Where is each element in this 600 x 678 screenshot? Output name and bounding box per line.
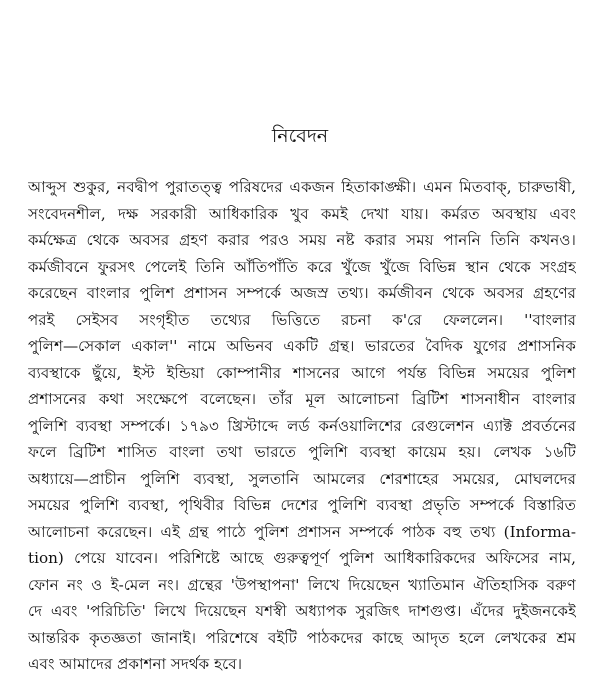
text-line: ব্যবস্থাকে ছুঁয়ে, ইস্ট ইন্ডিয়া কোম্পানীর শাসনের আগে পর্যন্ত বিভিন্ন সময়ের পুলিশ — [28, 363, 576, 382]
text-line: কর্মক্ষেত্র থেকে অবসর গ্রহণ করার পরও সময় নষ্ট করার সময় পাননি তিনি কখনও। — [28, 231, 576, 249]
text-line: tion) পেয়ে যাবেন। পরিশিষ্টে আছে গুরুত্বপূর্ণ পুলিশ আধিকারিকদের অফিসের নাম, — [28, 549, 576, 567]
text-line: এবং আমাদের প্রকাশনা সদর্থক হবে। — [28, 655, 243, 673]
text-line: আব্দুস শুকুর, নবদ্বীপ পুরাতত্ত্ব পরিষদের একজন হিতাকাঙ্ক্ষী। এমন মিতবাক্‌, চারুভাষী, — [28, 178, 576, 196]
text-line: করেছেন বাংলার পুলিশ প্রশাসন সম্পর্কে অজস্র তথ্য। কর্মজীবন থেকে অবসর গ্রহণের — [28, 284, 576, 302]
text-line: ফলে ব্রিটিশ শাসিত বাংলা তথা ভারতে পুলিশি ব্যবস্থা কায়েম হয়। লেখক ১৬টি — [28, 443, 576, 461]
text-line: পরই সেইসব সংগৃহীত তথ্যের ভিত্তিতে রচনা ক'রে ফেললেন। ''বাংলার — [28, 310, 576, 329]
body-paragraph — [28, 174, 576, 678]
text-line: দে এবং 'পরিচিতি' লিখে দিয়েছেন যশস্বী অধ্যাপক সুরজিৎ দাশগুপ্ত। এঁদের দুইজনকেই — [28, 602, 576, 620]
text-line: সংবেদনশীল, দক্ষ সরকারী আধিকারিক খুব কমই দেখা যায়। কর্মরত অবস্থায় এবং — [28, 204, 576, 223]
text-line: কর্মজীবনে ফুরসৎ পেলেই তিনি আঁতিপাঁতি করে খুঁজে খুঁজে বিভিন্ন স্থান থেকে সংগ্রহ — [28, 257, 576, 276]
text-line: সময়ের পুলিশি ব্যবস্থা, পৃথিবীর বিভিন্ন দেশের পুলিশি ব্যবস্থা প্রভৃতি সম্পর্কে বিস্তারিত — [28, 496, 576, 514]
text-line: পুলিশি ব্যবস্থা সম্পর্কে। ১৭৯৩ খ্রিস্টাব্দে লর্ড কর্নওয়ালিশের রেগুলেশন এ্যাক্ট প্রবর্তনের — [28, 416, 576, 435]
page-title: নিবেদন — [271, 125, 329, 147]
text-line: অধ্যায়ে—প্রাচীন পুলিশি ব্যবস্থা, সুলতানি আমলের শেরশাহের সময়ের, মোঘলদের — [28, 469, 576, 488]
text-line: আলোচনা করেছেন। এই গ্রন্থ পাঠে পুলিশ প্রশাসন সম্পর্কে পাঠক বহু তথ্য (Informa- — [28, 522, 576, 541]
text-line: প্রশাসনের কথা সংক্ষেপে বলেছেন। তাঁর মূল আলোচনা ব্রিটিশ শাসনাধীন বাংলার — [28, 390, 576, 408]
text-line: আন্তরিক কৃতজ্ঞতা জানাই। পরিশেষে বইটি পাঠকদের কাছে আদৃত হলে লেখকের শ্রম — [28, 628, 576, 647]
text-line: ফোন নং ও ই-মেল নং। গ্রন্থের 'উপস্থাপনা' লিখে দিয়েছেন খ্যাতিমান ঐতিহাসিক বরুণ — [28, 575, 576, 594]
text-line: পুলিশ—সেকাল একাল'' নামে অভিনব একটি গ্রন্থ। ভারতের বৈদিক যুগের প্রশাসনিক — [28, 337, 576, 355]
